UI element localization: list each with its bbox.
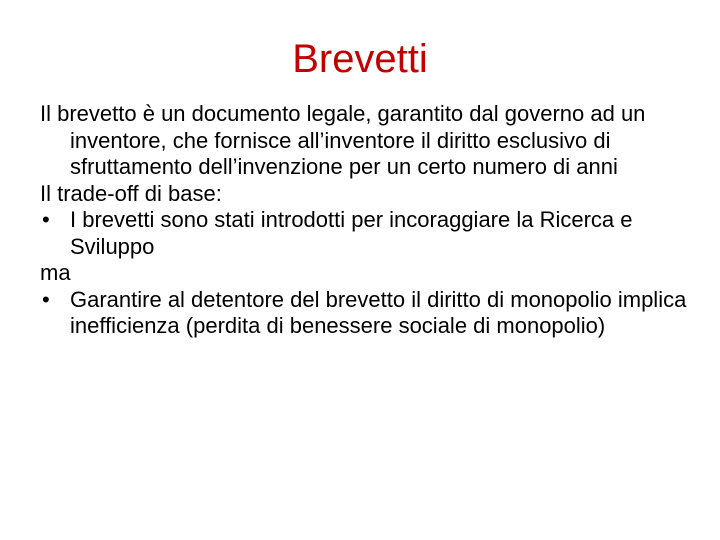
- bullet-item-incentive: [40, 207, 710, 260]
- bullet-marker: •: [42, 286, 50, 312]
- definition-paragraph: Il brevetto è un documento legale, garantito dal governo ad un inventore, che fornisce all’inventore il diritto esclusivo di sfruttamento dell’invenzione per un certo numero di anni: [40, 101, 646, 179]
- slide-body: [40, 101, 710, 340]
- trade-off-heading: Il trade-off di base:: [40, 180, 222, 206]
- bullet-text: Garantire al detentore del brevetto il diritto di monopolio implica inefficienza (perdita di benessere sociale di monopolio): [70, 286, 687, 338]
- bullet-item-inefficiency: [40, 287, 710, 340]
- slide-title: Brevetti: [292, 37, 428, 81]
- bullet-marker: •: [42, 207, 50, 232]
- connector-text: ma: [40, 260, 71, 285]
- bullet-text: I brevetti sono stati introdotti per incoraggiare la Ricerca e Sviluppo: [70, 207, 633, 259]
